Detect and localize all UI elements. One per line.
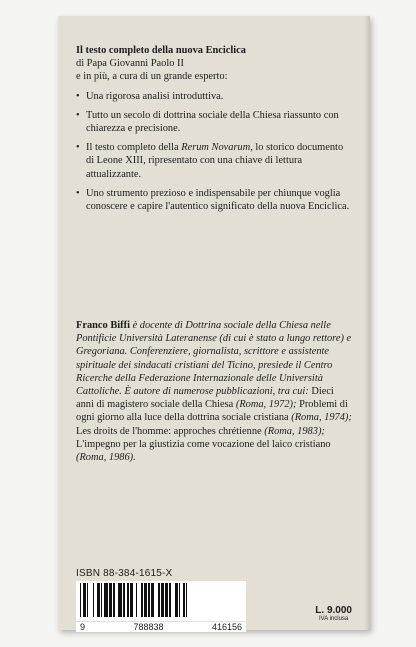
author-bio (76, 319, 352, 464)
work-2-date: (Roma, 1974); (291, 412, 352, 424)
work-1: Dieci anni di magistero sociale della Chiesa (76, 386, 334, 411)
barcode (76, 581, 246, 621)
work-4: L'impegno per la giustizia come vocazione del laico cristiano (76, 438, 331, 450)
price-amount: L. 9.000 (315, 605, 352, 616)
work-3: Les droits de l'homme: approches chrétienne (76, 425, 265, 437)
point-3-italic: Rerum Novarum (181, 142, 251, 154)
intro-section (76, 44, 352, 219)
barcode-bars (80, 583, 242, 617)
price-note: IVA inclusa (319, 616, 349, 622)
barcode-digits (76, 622, 246, 632)
isbn-text: ISBN 88-384-1615-X (76, 568, 173, 579)
barcode-area (76, 568, 246, 632)
intro-line-2: e in più, a cura di un grande esperto: (76, 71, 228, 83)
work-1-date: (Roma, 1972); (235, 399, 297, 411)
work-4-date: (Roma, 1986). (76, 452, 136, 464)
list-item: • Tutto un secolo di dottrina sociale della Chiesa riassunto con chiarezza e precisione. (76, 109, 352, 135)
work-3-date: (Roma, 1983); (264, 425, 325, 437)
book-back-cover (58, 16, 370, 630)
list-item: • Una rigorosa analisi introduttiva. (76, 90, 352, 103)
work-2: Problemi di ogni giorno alla luce della dottrina sociale cristiana (76, 399, 348, 424)
list-item (76, 141, 352, 181)
author-name: Franco Biffi (76, 320, 130, 331)
list-item: • Uno strumento prezioso e indispensabile per chiunque voglia conoscere e capire l'autentico significato della nuova Enciclica. (76, 187, 352, 213)
bio-text: è docente di Dottrina sociale della Chiesa nelle Pontificie Università Lateranense (di cui è stato a lungo rettore) e Gregoriana. Conferenziere, giornalista, scrittore e assistente spirituale dei sindacati cristiani del Ticino, presiede il Centro Ricerche della Federazione Internazionale delle Università Cattoliche. È autore di numerose pubblicazioni, tra cui: (76, 320, 352, 398)
point-3-after: , lo storico documento di Leone XIII, ripresentato con una chiave di lettura attualizzante. (86, 142, 344, 180)
price-label (315, 605, 352, 622)
barcode-digit-group-1: 788838 (133, 622, 164, 632)
barcode-digit-group-2: 416156 (211, 622, 242, 632)
barcode-bar (187, 583, 190, 617)
point-3-before: Il testo completo della (86, 142, 182, 154)
feature-list (76, 90, 352, 214)
barcode-digit-lead: 9 (80, 622, 86, 632)
intro-title: Il testo completo della nuova Enciclica (76, 45, 246, 56)
intro-line-1: di Papa Giovanni Paolo II (76, 58, 184, 70)
